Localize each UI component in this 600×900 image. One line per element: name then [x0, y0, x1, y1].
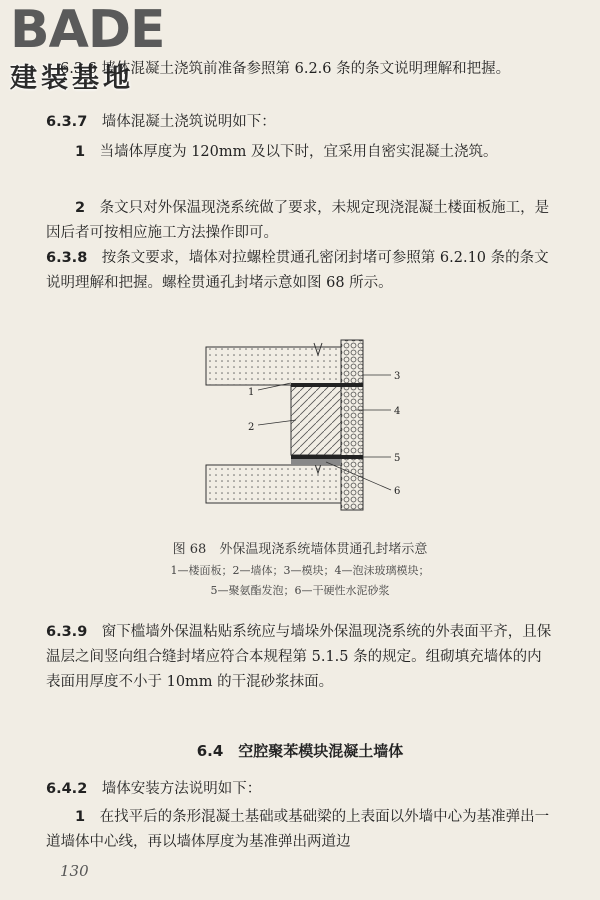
- upper-floor-slab: [206, 347, 341, 385]
- polyurethane-seal-upper: [291, 383, 363, 387]
- clause-text: 按条文要求，墙体对拉螺栓贯通孔密闭封堵可参照第 6.2.10 条的条文说明理解和把握。螺栓贯通孔封堵示意如图 68 所示。: [46, 250, 549, 291]
- logo-brand: BADE: [10, 0, 165, 60]
- figure-label-5: 5: [394, 453, 401, 464]
- paragraph-6-3-7: [46, 110, 556, 135]
- paragraph-6-4-2: [46, 777, 556, 802]
- figure-label-6: 6: [394, 486, 401, 497]
- paragraph-6-3-6: 6.3.6 墙体混凝土浇筑前准备参照第 6.2.6 条的条文说明理解和把握。: [60, 61, 511, 77]
- polyurethane-seal-lower: [291, 455, 363, 459]
- clause-number: 6.4.2: [46, 781, 88, 797]
- clause-text: 墙体安装方法说明如下：: [101, 781, 262, 797]
- paragraph-item-1-install: [46, 805, 556, 855]
- item-number: 1: [75, 144, 86, 160]
- item-text: 在找平后的条形混凝土基础或基础梁的上表面以外墙中心为基准弹出一道墙体中心线，再以墙体厚度为基准弹出两道边: [46, 809, 550, 850]
- figure-68-diagram: [196, 335, 426, 520]
- item-text: 条文只对外保温现浇系统做了要求，未规定现浇混凝土楼面板施工，是因后者可按相应施工方法操作即可。: [46, 200, 550, 241]
- watermark-logo: [4, 0, 174, 100]
- clause-text: 墙体混凝土浇筑说明如下：: [101, 114, 276, 130]
- item-number: 2: [75, 200, 86, 216]
- lower-floor-slab: [206, 465, 341, 503]
- figure-label-4: 4: [394, 406, 401, 417]
- figure-caption: 图 68 外保温现浇系统墙体贯通孔封堵示意: [172, 542, 428, 557]
- clause-number: 6.3.7: [46, 114, 88, 130]
- section-heading: 6.4 空腔聚苯模块混凝土墙体: [196, 742, 404, 760]
- foam-glass-module: [341, 340, 363, 510]
- clause-number: 6.3.9: [46, 624, 88, 640]
- clause-number: 6.3.8: [46, 250, 88, 266]
- figure-label-1: 1: [248, 387, 255, 398]
- logo-subtitle: 建装基地: [10, 63, 134, 94]
- paragraph-item-1: [46, 140, 556, 165]
- figure-legend-line-1: 1—楼面板；2—墙体；3—模块；4—泡沫玻璃模块；: [170, 564, 430, 577]
- figure-label-2: 2: [248, 422, 255, 433]
- clause-text: 窗下槛墙外保温粘贴系统应与墙垛外保温现浇系统的外表面平齐，且保温层之间竖向组合缝封堵应符合本规程第 5.1.5 条的规定。组砌填充墙体的内表面用厚度不小于 10mm 的干混砂浆抹面。: [46, 624, 552, 690]
- paragraph-6-3-9: [46, 620, 556, 695]
- paragraph-6-3-8: [46, 246, 556, 296]
- item-text: 当墙体厚度为 120mm 及以下时，宜采用自密实混凝土浇筑。: [99, 144, 498, 160]
- figure-legend-line-2: 5—聚氨酯发泡；6—干硬性水泥砂浆: [210, 584, 390, 597]
- item-number: 1: [75, 809, 86, 825]
- page-number: 130: [60, 862, 89, 880]
- paragraph-item-2: [46, 196, 556, 246]
- dry-mortar: [291, 459, 341, 465]
- figure-label-3: 3: [394, 371, 401, 382]
- wall-module: [291, 385, 341, 455]
